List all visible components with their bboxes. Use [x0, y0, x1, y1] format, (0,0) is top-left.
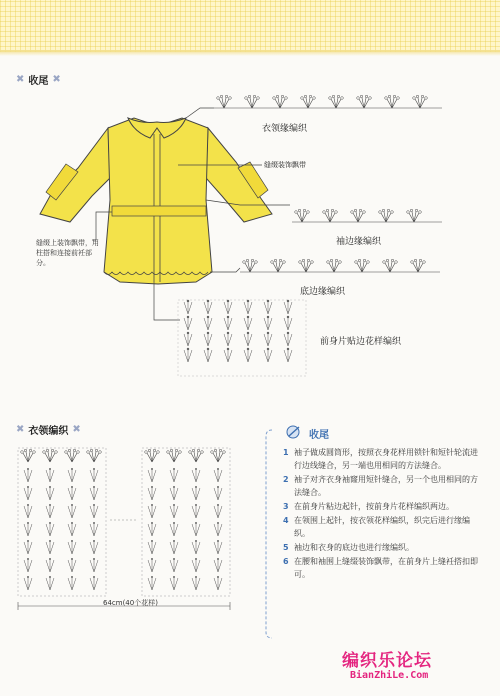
section-title: 衣领编织 — [28, 426, 69, 437]
ribbon-note: 缝缀上装饰飘带，用柱搭和连接前衽部分。 — [36, 239, 99, 267]
watermark-title: 编织乐论坛 — [342, 651, 432, 671]
x-mark-icon: ✖ — [52, 74, 61, 85]
collar-chart — [18, 448, 230, 610]
label-front-pattern: 前身片贴边花样编织 — [320, 337, 402, 347]
instruction-step: 5 袖边和衣身的底边也进行缘编织。 — [283, 543, 414, 552]
crochet-hook-icon — [286, 425, 302, 439]
label-sleeve-edging: 袖边缘编织 — [336, 237, 382, 247]
instruction-step: 3 在前身片粘边起针，按前身片花样编织两边。 — [283, 502, 454, 511]
watermark-url: BianZhiLe.Com — [350, 670, 429, 681]
instruction-steps — [283, 446, 483, 582]
x-mark-icon: ✖ — [16, 74, 25, 85]
label-ribbon: 缝缀装饰飘带 — [264, 161, 306, 169]
collar-dimension-label: 64cm(40个花样) — [103, 599, 158, 607]
section-heading-collar — [16, 422, 81, 437]
x-mark-icon: ✖ — [72, 424, 81, 435]
instruction-step: 1 袖子做成圆筒形，按照衣身花样用锁针和短针轮流进行边线缝合，另一端也用相同的方法缝合。 — [283, 448, 478, 470]
instruction-step: 6 在腰和袖围上缝缀装饰飘带，在前身片上缝衽搭扣即可。 — [283, 557, 478, 579]
instruction-step: 2 袖子对齐衣身袖窿用短针缝合，另一个也用相同的方法缝合。 — [283, 475, 478, 497]
label-hem-edging: 底边缘编织 — [300, 287, 346, 297]
label-collar-edging: 衣领缘编织 — [262, 124, 308, 134]
x-mark-icon: ✖ — [16, 424, 25, 435]
instructions-title: 收尾 — [309, 430, 329, 441]
instruction-step: 4 在领围上起针，按衣领花样编织，织完后进行缘编织。 — [283, 516, 470, 538]
section-title: 收尾 — [28, 76, 49, 87]
